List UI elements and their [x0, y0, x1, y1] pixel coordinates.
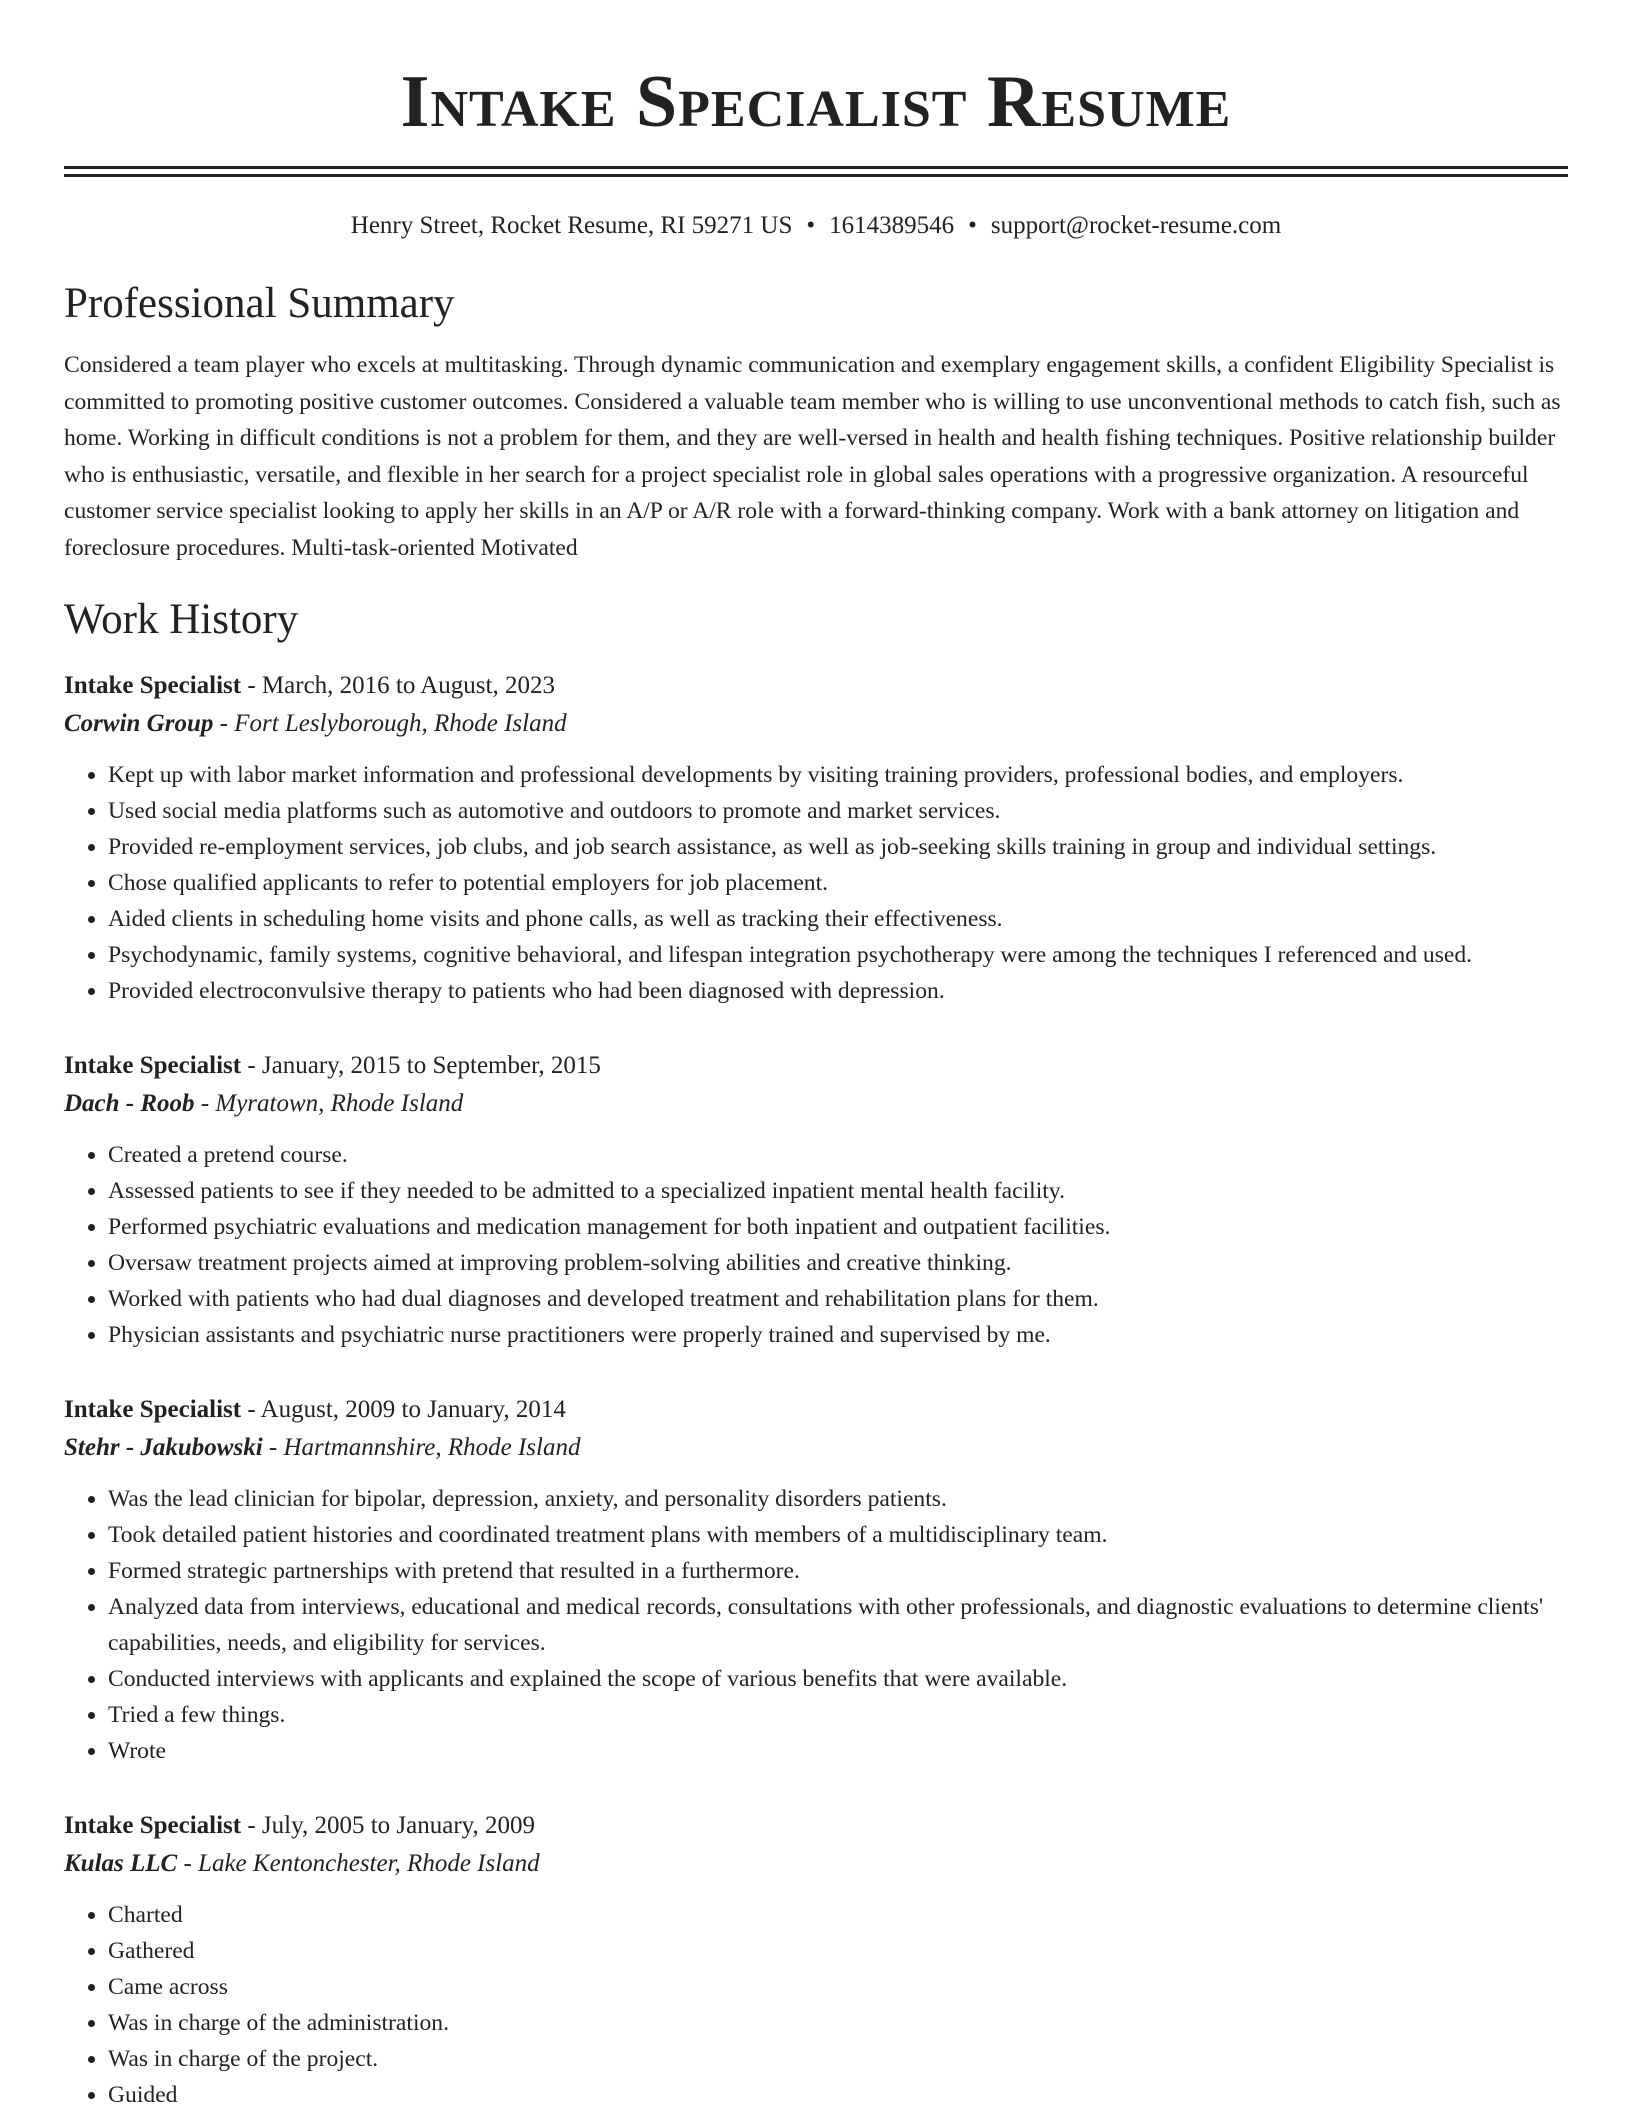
job-bullet: • Gathered [108, 1933, 1568, 1969]
company-name: Corwin Group [64, 709, 214, 737]
job-entry [64, 1391, 1568, 1769]
job-title-line [64, 1391, 1568, 1429]
contact-address: Henry Street, Rocket Resume, RI 59271 US [350, 212, 793, 239]
job-bullet: • Charted [108, 1897, 1568, 1933]
job-bullet-list [64, 1137, 1568, 1353]
contact-line [64, 211, 1568, 241]
job-bullet: • Chose qualified applicants to refer to potential employers for job placement. [108, 865, 1568, 901]
job-bullet: • Psychodynamic, family systems, cognitive behavioral, and lifespan integration psychotherapy were among the techniques I referenced and used. [108, 937, 1568, 973]
company-location: - Hartmannshire, Rhode Island [262, 1433, 581, 1461]
company-location: - Lake Kentonchester, Rhode Island [177, 1849, 540, 1877]
company-location: - Myratown, Rhode Island [194, 1089, 464, 1117]
company-name: Dach - Roob [64, 1089, 195, 1117]
work-history-heading: Work History [64, 595, 299, 643]
job-bullet-list [64, 757, 1568, 1009]
company-line [64, 1085, 1568, 1123]
job-bullet: • Created a pretend course. [108, 1137, 1568, 1173]
job-bullet: • Performed psychiatric evaluations and medication management for both inpatient and outpatient facilities. [108, 1209, 1568, 1245]
resume-page [64, 0, 1568, 2113]
contact-email: support@rocket-resume.com [990, 212, 1282, 239]
company-line [64, 705, 1568, 743]
contact-phone: 1614389546 [829, 212, 955, 239]
job-bullet: • Guided [108, 2077, 1568, 2113]
work-history-list [64, 667, 1568, 2113]
job-bullet-list [64, 1481, 1568, 1769]
company-line [64, 1845, 1568, 1883]
job-bullet: • Physician assistants and psychiatric nurse practitioners were properly trained and supervised by me. [108, 1317, 1568, 1353]
contact-separator: • [968, 212, 977, 239]
job-title: Intake Specialist [64, 671, 242, 699]
title-divider [64, 166, 1568, 177]
job-bullet: • Was in charge of the project. [108, 2041, 1568, 2077]
job-bullet: • Assessed patients to see if they needed to be admitted to a specialized inpatient mental health facility. [108, 1173, 1568, 1209]
summary-text: Considered a team player who excels at multitasking. Through dynamic communication and exemplary engagement skills, a confident Eligibility Specialist is committed to promoting positive customer outcomes. Considered a valuable team member who is willing to use unconventional methods to catch fish, such as home. Working in difficult conditions is not a problem for them, and they are well-versed in health and health fishing techniques. Positive relationship builder who is enthusiastic, versatile, and flexible in her search for a project specialist role in global sales operations with a progressive organization. A resourceful customer service specialist looking to apply her skills in an A/P or A/R role with a forward-thinking company. Work with a bank attorney on litigation and foreclosure procedures. Multi-task-oriented Motivated [64, 352, 1561, 561]
job-dates: - August, 2009 to January, 2014 [241, 1395, 566, 1423]
job-title-line [64, 1047, 1568, 1085]
job-bullet: • Tried a few things. [108, 1697, 1568, 1733]
job-bullet: • Used social media platforms such as automotive and outdoors to promote and market services. [108, 793, 1568, 829]
company-name: Stehr - Jakubowski [64, 1433, 263, 1461]
job-title: Intake Specialist [64, 1395, 242, 1423]
job-bullet: • Oversaw treatment projects aimed at improving problem-solving abilities and creative thinking. [108, 1245, 1568, 1281]
job-bullet: • Conducted interviews with applicants and explained the scope of various benefits that were available. [108, 1661, 1568, 1697]
job-bullet: • Analyzed data from interviews, educational and medical records, consultations with other professionals, and diagnostic evaluations to determine clients' capabilities, needs, and eligibility for services. [108, 1589, 1568, 1661]
job-bullet: • Aided clients in scheduling home visits and phone calls, as well as tracking their effectiveness. [108, 901, 1568, 937]
job-bullet: • Formed strategic partnerships with pretend that resulted in a furthermore. [108, 1553, 1568, 1589]
job-bullet: • Provided electroconvulsive therapy to patients who had been diagnosed with depression. [108, 973, 1568, 1009]
job-title: Intake Specialist [64, 1051, 242, 1079]
job-title: Intake Specialist [64, 1811, 242, 1839]
job-bullet: • Worked with patients who had dual diagnoses and developed treatment and rehabilitation plans for them. [108, 1281, 1568, 1317]
job-dates: - March, 2016 to August, 2023 [241, 671, 555, 699]
resume-title: Intake Specialist Resume [400, 61, 1232, 143]
company-name: Kulas LLC [64, 1849, 178, 1877]
job-bullet: • Wrote [108, 1733, 1568, 1769]
job-bullet: • Was the lead clinician for bipolar, depression, anxiety, and personality disorders patients. [108, 1481, 1568, 1517]
summary-heading: Professional Summary [64, 280, 455, 327]
job-bullet: • Kept up with labor market information and professional developments by visiting training providers, professional bodies, and employers. [108, 757, 1568, 793]
job-bullet: • Came across [108, 1969, 1568, 2005]
job-dates: - January, 2015 to September, 2015 [241, 1051, 601, 1079]
company-line [64, 1429, 1568, 1467]
job-bullet: • Took detailed patient histories and coordinated treatment plans with members of a multidisciplinary team. [108, 1517, 1568, 1553]
job-dates: - July, 2005 to January, 2009 [241, 1811, 536, 1839]
contact-separator: • [806, 212, 816, 239]
job-bullet-list [64, 1897, 1568, 2113]
job-bullet: • Was in charge of the administration. [108, 2005, 1568, 2041]
company-location: - Fort Leslyborough, Rhode Island [213, 709, 567, 737]
job-bullet: • Provided re-employment services, job clubs, and job search assistance, as well as job-seeking skills training in group and individual settings. [108, 829, 1568, 865]
job-entry [64, 1047, 1568, 1353]
job-title-line [64, 667, 1568, 705]
job-entry [64, 1807, 1568, 2113]
job-title-line [64, 1807, 1568, 1845]
job-entry [64, 667, 1568, 1009]
